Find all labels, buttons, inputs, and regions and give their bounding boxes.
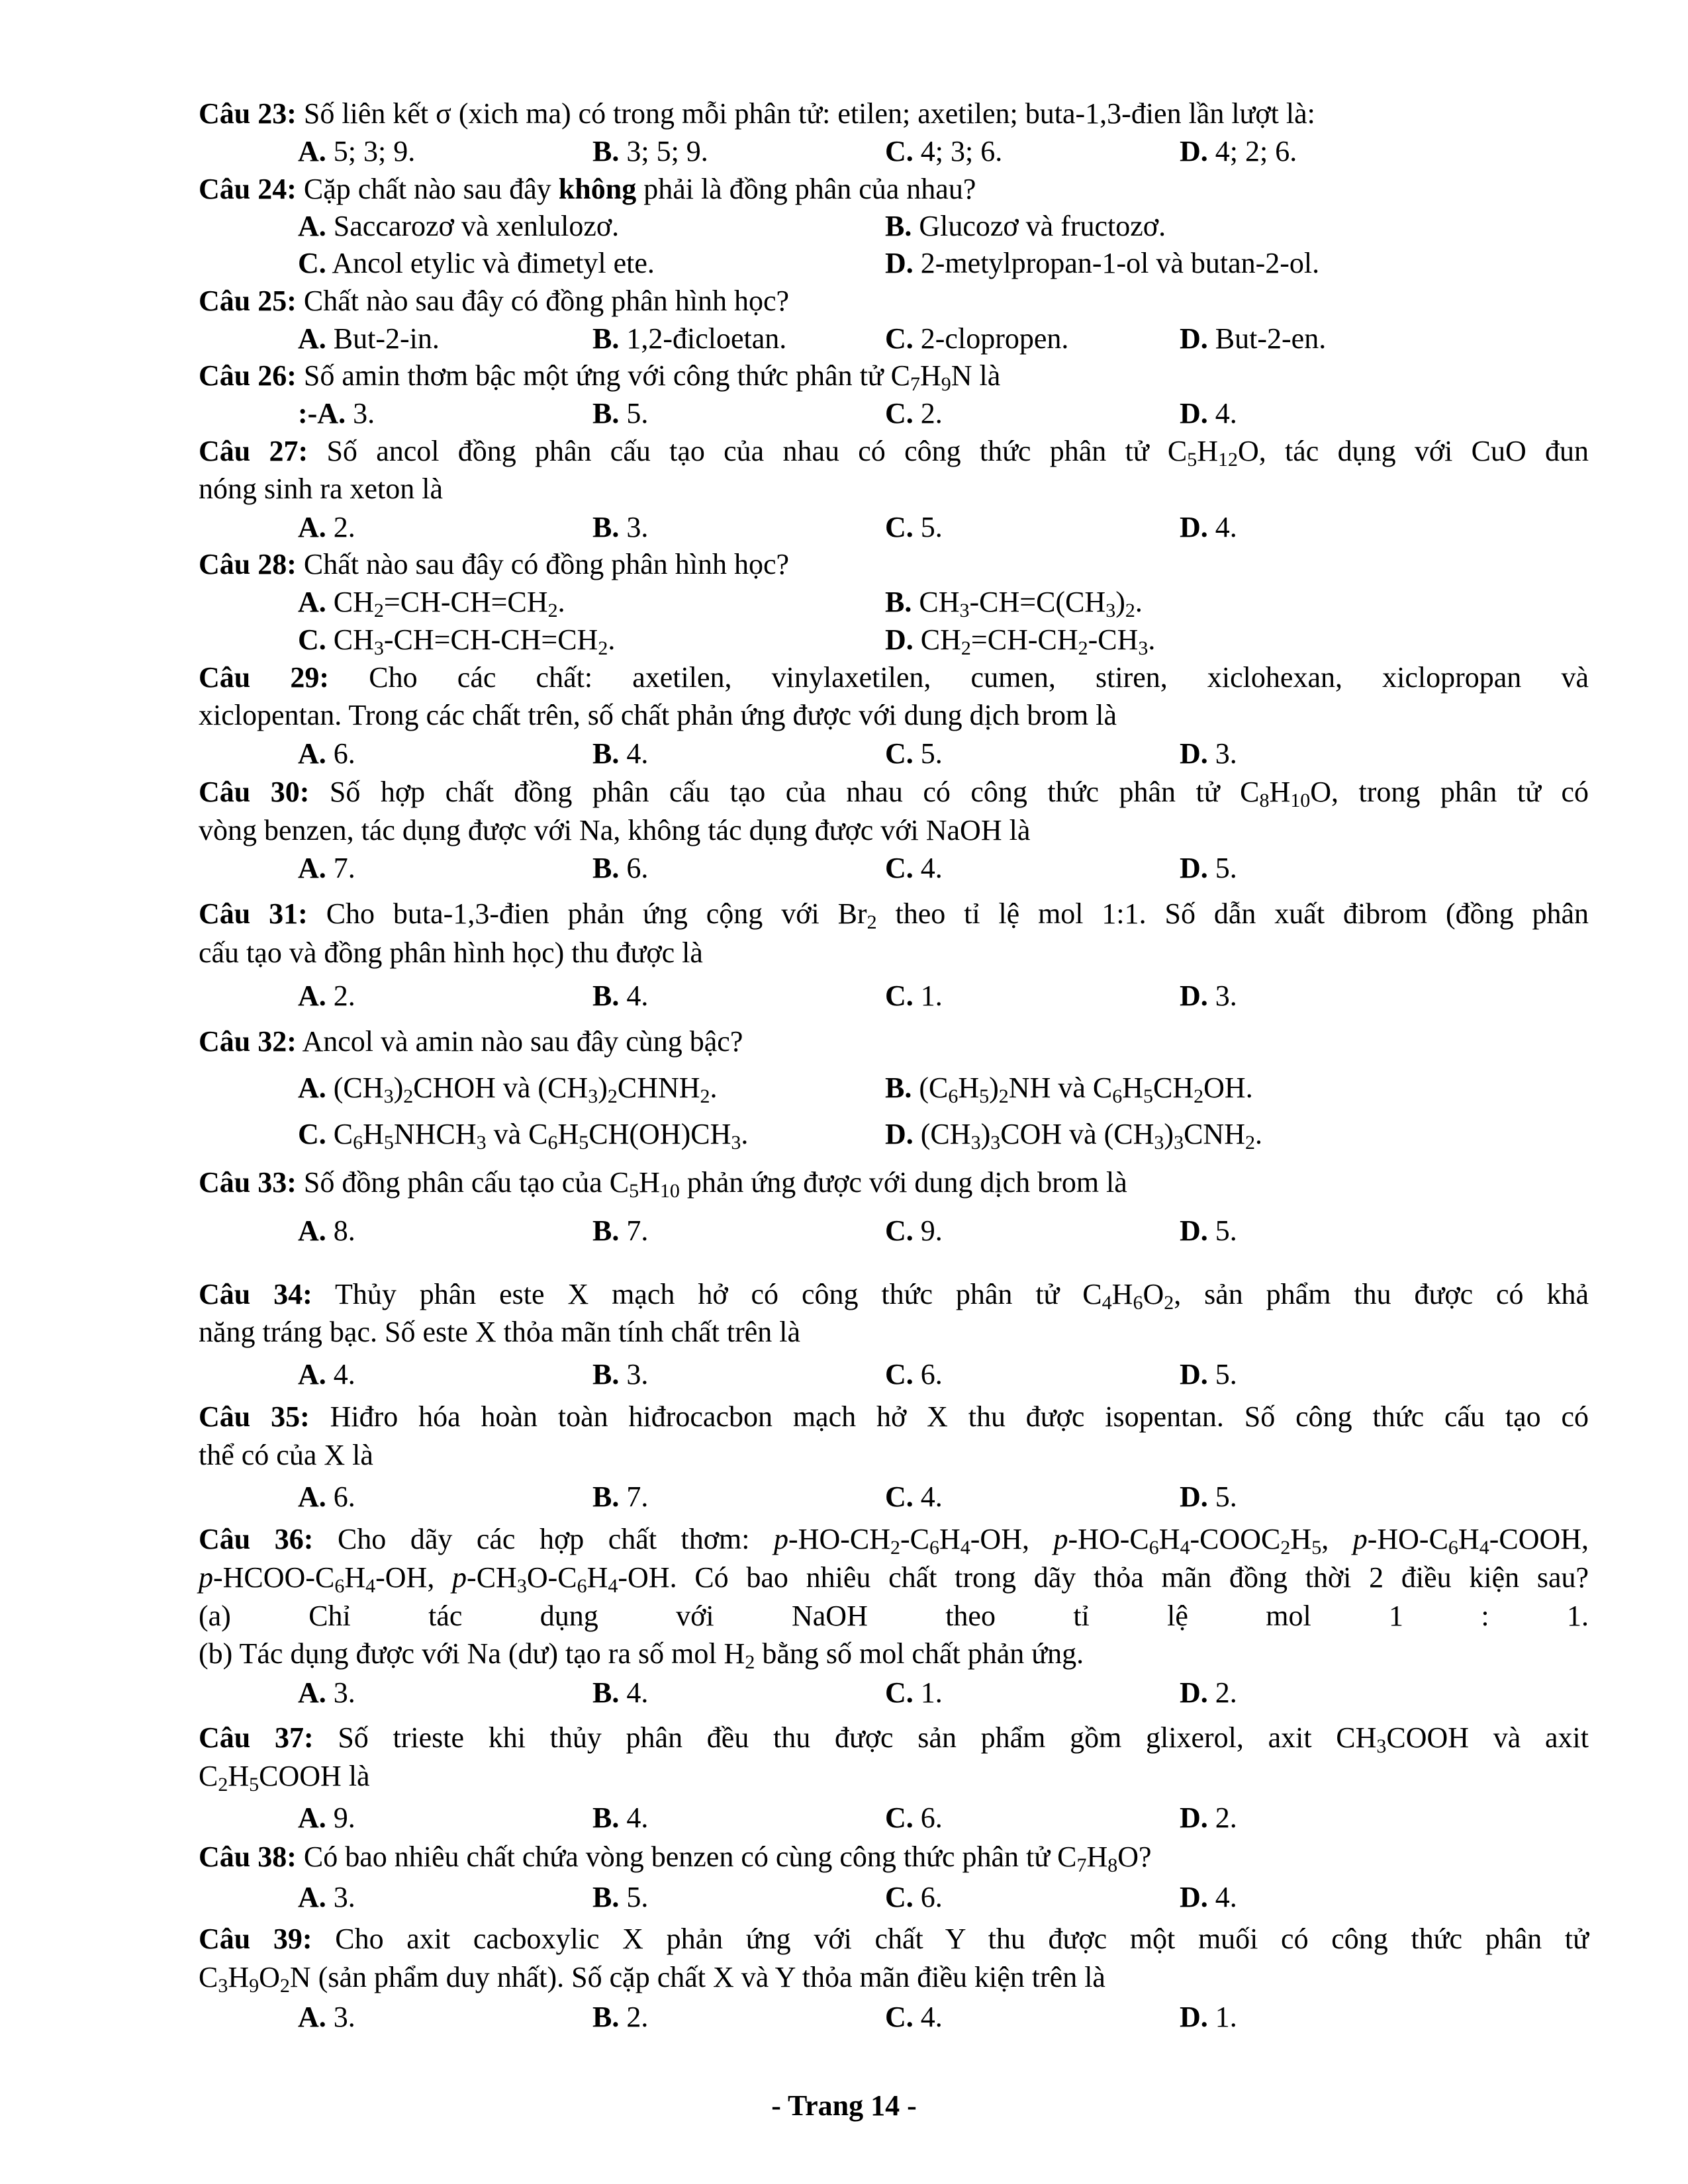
question-label: Câu 25: bbox=[199, 285, 297, 317]
question-stem-line: thể có của X là bbox=[199, 1439, 373, 1471]
answer-option-d: D. 1. bbox=[1180, 2001, 1237, 2033]
answer-option-c: C. 5. bbox=[885, 737, 943, 770]
answer-option-b: B. $(C_6H_5)_2NH$ và $C_6H_5CH_2OH$. bbox=[885, 1071, 1253, 1107]
question-stem-line: Câu 26: Số amin thơm bậc một ứng với công thức phân tử $C_7H_9N$ là bbox=[199, 359, 1001, 395]
answer-option-b: B. 6. bbox=[592, 852, 649, 884]
answer-option-d: D. 5. bbox=[1180, 1480, 1237, 1513]
answer-option-c: C. 2. bbox=[885, 397, 943, 430]
question-label: Câu 31: bbox=[199, 897, 308, 930]
answer-option-c: C. 2-clopropen. bbox=[885, 322, 1069, 355]
question-stem-line: Câu 37: Số trieste khi thủy phân đều thu được sản phẩm gồm glixerol, axit $CH_3COOH$ và axit bbox=[199, 1721, 1589, 1757]
answer-option-d: D. $(CH_3)_3COH$ và $(CH_3)_3CNH_2$. bbox=[885, 1118, 1262, 1154]
question-label: Câu 32: bbox=[199, 1025, 297, 1058]
question-stem-line: xiclopentan. Trong các chất trên, số chất phản ứng được với dung dịch brom là bbox=[199, 699, 1117, 731]
question-stem-line: Câu 24: Cặp chất nào sau đây không phải là đồng phân của nhau? bbox=[199, 173, 976, 205]
question-label: Câu 37: bbox=[199, 1721, 314, 1754]
question-stem-line: Câu 25: Chất nào sau đây có đồng phân hình học? bbox=[199, 285, 790, 317]
question-stem-line: Câu 34: Thủy phân este X mạch hở có công thức phân tử $C_4H_6O_2$, sản phẩm thu được có khả bbox=[199, 1278, 1589, 1314]
answer-option-c: C. Ancol etylic và đimetyl ete. bbox=[298, 247, 655, 279]
question-stem-line: Câu 30: Số hợp chất đồng phân cấu tạo của nhau có công thức phân tử $C_8H_{10}O$, trong phân tử có bbox=[199, 776, 1589, 811]
question-stem-line: Câu 38: Có bao nhiêu chất chứa vòng benzen có cùng công thức phân tử $C_7H_8O$? bbox=[199, 1841, 1152, 1876]
answer-option-a: A. 3. bbox=[298, 1676, 355, 1709]
answer-option-d: D. 5. bbox=[1180, 1358, 1237, 1390]
question-stem-line: Câu 23: Số liên kết σ (xich ma) có trong mỗi phân tử: etilen; axetilen; buta-1,3-đien lần lượt là: bbox=[199, 97, 1315, 130]
question-label: Câu 30: bbox=[199, 776, 310, 808]
answer-option-b: B. $CH_3-CH=C(CH_3)_2$. bbox=[885, 586, 1143, 621]
answer-option-a: A. 6. bbox=[298, 737, 355, 770]
question-stem-line: Câu 28: Chất nào sau đây có đồng phân hình học? bbox=[199, 548, 790, 580]
answer-option-c: C. 1. bbox=[885, 1676, 943, 1709]
answer-option-a: A. 8. bbox=[298, 1214, 355, 1247]
question-label: Câu 33: bbox=[199, 1166, 297, 1199]
question-stem-line: Câu 32: Ancol và amin nào sau đây cùng bậc? bbox=[199, 1025, 743, 1058]
answer-option-a: A. $CH_2=CH-CH=CH_2$. bbox=[298, 586, 565, 621]
answer-option-c: C. 6. bbox=[885, 1358, 943, 1390]
question-stem-line: $C_3H_9O_2N$ (sản phẩm duy nhất). Số cặp chất X và Y thỏa mãn điều kiện trên là bbox=[199, 1961, 1105, 1997]
answer-option-a: A. But-2-in. bbox=[298, 322, 440, 355]
answer-option-b: B. 2. bbox=[592, 2001, 649, 2033]
answer-option-a: A. 2. bbox=[298, 511, 355, 543]
answer-option-d: D. 3. bbox=[1180, 737, 1237, 770]
answer-option-b: B. 5. bbox=[592, 1881, 649, 1913]
answer-option-d: D. 2-metylpropan-1-ol và butan-2-ol. bbox=[885, 247, 1320, 279]
question-label: Câu 38: bbox=[199, 1841, 297, 1873]
answer-option-a: A. 7. bbox=[298, 852, 355, 884]
question-stem-line: Câu 33: Số đồng phân cấu tạo của $C_5H_{10}$ phản ứng được với dung dịch brom là bbox=[199, 1166, 1127, 1202]
answer-option-a: A. 3. bbox=[298, 1881, 355, 1913]
question-stem-line: $C_2H_5COOH$ là bbox=[199, 1760, 370, 1796]
answer-option-c: C. 4. bbox=[885, 1480, 943, 1513]
question-label: Câu 29: bbox=[199, 661, 330, 694]
answer-option-d: D. 5. bbox=[1180, 852, 1237, 884]
answer-option-a: A. 2. bbox=[298, 979, 355, 1012]
question-stem-line: (b) Tác dụng được với Na (dư) tạo ra số mol $H_2$ bằng số mol chất phản ứng. bbox=[199, 1637, 1084, 1673]
answer-option-c: C. 9. bbox=[885, 1214, 943, 1247]
answer-option-b: B. 5. bbox=[592, 397, 649, 430]
answer-option-d: D. But-2-en. bbox=[1180, 322, 1327, 355]
answer-option-a: A. 3. bbox=[298, 2001, 355, 2033]
answer-option-b: B. 7. bbox=[592, 1480, 649, 1513]
answer-option-a: A. 4. bbox=[298, 1358, 355, 1390]
question-stem-line: Câu 31: Cho buta-1,3-đien phản ứng cộng với $Br_2$ theo tỉ lệ mol 1:1. Số dẫn xuất đibrom (đồng phân bbox=[199, 897, 1589, 933]
answer-option-b: B. Glucozơ và fructozơ. bbox=[885, 210, 1166, 242]
answer-option-d: D. 2. bbox=[1180, 1676, 1237, 1709]
answer-option-c: C. 4. bbox=[885, 2001, 943, 2033]
answer-option-b: B. 3. bbox=[592, 511, 649, 543]
answer-option-c: C. 6. bbox=[885, 1881, 943, 1913]
answer-option-d: D. 2. bbox=[1180, 1801, 1237, 1834]
answer-option-c: C. 4; 3; 6. bbox=[885, 135, 1003, 167]
question-label: Câu 23: bbox=[199, 97, 297, 130]
question-stem-line: Câu 39: Cho axit cacboxylic X phản ứng với chất Y thu được một muối có công thức phân tử bbox=[199, 1923, 1589, 1955]
answer-option-a: A. 6. bbox=[298, 1480, 355, 1513]
answer-option-d: D. 4; 2; 6. bbox=[1180, 135, 1297, 167]
answer-option-d: D. 3. bbox=[1180, 979, 1237, 1012]
question-label: Câu 36: bbox=[199, 1523, 314, 1555]
question-stem-line: Câu 35: Hiđro hóa hoàn toàn hiđrocacbon mạch hở X thu được isopentan. Số công thức cấu tạo có bbox=[199, 1400, 1589, 1433]
question-stem-line: vòng benzen, tác dụng được với Na, không tác dụng được với NaOH là bbox=[199, 814, 1031, 846]
answer-option-c: C. $C_6H_5NHCH_3$ và $C_6H_5CH(OH)CH_3$. bbox=[298, 1118, 749, 1154]
question-stem-line: Câu 29: Cho các chất: axetilen, vinylaxetilen, cumen, stiren, xiclohexan, xiclopropan và bbox=[199, 661, 1589, 694]
page-footer: - Trang 14 - bbox=[771, 2089, 917, 2122]
answer-option-b: B. 4. bbox=[592, 1801, 649, 1834]
question-label: Câu 26: bbox=[199, 359, 297, 392]
answer-option-b: B. 4. bbox=[592, 737, 649, 770]
question-stem-line: (a) Chỉ tác dụng với NaOH theo tỉ lệ mol 1 : 1. bbox=[199, 1600, 1589, 1632]
question-label: Câu 34: bbox=[199, 1278, 312, 1310]
answer-option-d: D. $CH_2=CH-CH_2-CH_3$. bbox=[885, 623, 1156, 659]
answer-option-c: C. 1. bbox=[885, 979, 943, 1012]
answer-option-a: A. 5; 3; 9. bbox=[298, 135, 416, 167]
answer-option-c: C. 6. bbox=[885, 1801, 943, 1834]
answer-option-d: D. 4. bbox=[1180, 1881, 1237, 1913]
answer-option-b: B. 1,2-đicloetan. bbox=[592, 322, 787, 355]
answer-option-c: C. 4. bbox=[885, 852, 943, 884]
answer-option-c: C. $CH_3-CH=CH-CH=CH_2$. bbox=[298, 623, 616, 659]
question-stem-line: năng tráng bạc. Số este X thỏa mãn tính chất trên là bbox=[199, 1316, 801, 1348]
answer-option-d: D. 4. bbox=[1180, 511, 1237, 543]
question-label: Câu 35: bbox=[199, 1400, 310, 1433]
question-label: Câu 24: bbox=[199, 173, 297, 205]
answer-option-a: A. Saccarozơ và xenlulozơ. bbox=[298, 210, 620, 242]
answer-option-b: B. 3; 5; 9. bbox=[592, 135, 708, 167]
answer-option-a: :-A. 3. bbox=[298, 397, 375, 430]
question-stem-line: Câu 36: Cho dãy các hợp chất thơm: $p-HO-CH_2-C_6H_4-OH$, $p-HO-C_6H_4-COOC_2H_5$, $p-HO-C_6H_4$-COOH, bbox=[199, 1523, 1589, 1559]
answer-option-b: B. 4. bbox=[592, 1676, 649, 1709]
answer-option-d: D. 4. bbox=[1180, 397, 1237, 430]
answer-option-c: C. 5. bbox=[885, 511, 943, 543]
question-label: Câu 28: bbox=[199, 548, 297, 580]
answer-option-a: A. 9. bbox=[298, 1801, 355, 1834]
answer-option-b: B. 3. bbox=[592, 1358, 649, 1390]
question-stem-line: Câu 27: Số ancol đồng phân cấu tạo của nhau có công thức phân tử $C_5H_{12}O$, tác dụng với CuO đun bbox=[199, 435, 1589, 471]
answer-option-b: B. 7. bbox=[592, 1214, 649, 1247]
answer-option-d: D. 5. bbox=[1180, 1214, 1237, 1247]
question-stem-line: nóng sinh ra xeton là bbox=[199, 473, 444, 505]
question-stem-line: $p-HCOO-C_6H_4-OH$, $p-CH_3O-C_6H_4-OH$. Có bao nhiêu chất trong dãy thỏa mãn đồng thời 2 điều kiện sau? bbox=[199, 1561, 1589, 1597]
answer-option-b: B. 4. bbox=[592, 979, 649, 1012]
question-stem-line: cấu tạo và đồng phân hình học) thu được là bbox=[199, 936, 703, 969]
question-label: Câu 39: bbox=[199, 1923, 312, 1955]
question-label: Câu 27: bbox=[199, 435, 308, 467]
answer-option-a: A. $(CH_3)_2CHOH$ và $(CH_3)_2CHNH_2$. bbox=[298, 1071, 718, 1107]
